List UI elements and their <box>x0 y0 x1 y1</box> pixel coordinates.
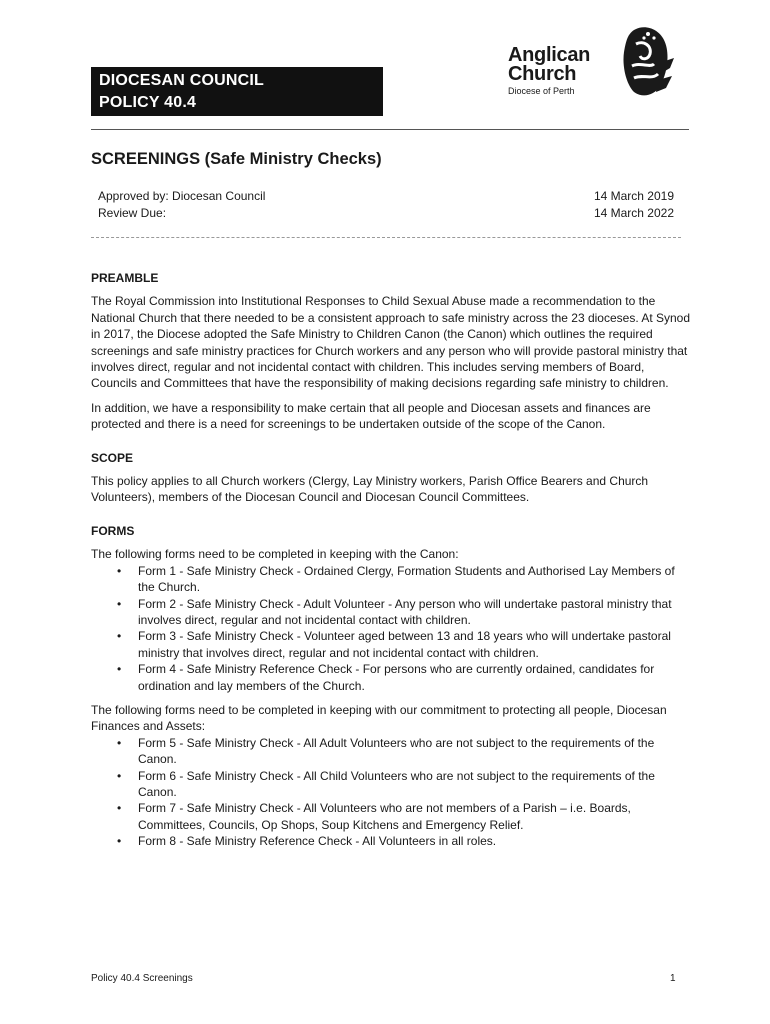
preamble-paragraph-1: The Royal Commission into Institutional Responses to Child Sexual Abuse made a recommendation to the National Church that there needed to be a consistent approach to safe ministry across the 23 dioceses. At Synod in 2017, the Diocese adopted the Safe Ministry to Children Canon (the Canon) which outlines the required screenings and safe ministry practices for Church workers and any person who will provide pastoral ministry that involves direct, regular and not incidental contact with children. This includes serving members of Board, Councils and Committees that have the responsibility of making decisions regarding safe ministry to children. <box>91 294 691 391</box>
anglican-church-logo <box>508 22 684 98</box>
forms-heading: FORMS <box>91 523 135 538</box>
review-due-date: 14 March 2022 <box>593 206 674 220</box>
forms-intro-2: The following forms need to be completed in keeping with our commitment to protecting all people, Diocesan Finances and Assets: <box>91 702 667 734</box>
policy-title-box <box>91 67 383 116</box>
title-line-1: DIOCESAN COUNCIL <box>99 72 264 89</box>
list-item: • Form 4 - Safe Ministry Reference Check - For persons who are currently ordained, candidates for ordination and lay members of the Church. <box>91 661 691 694</box>
logo-line-1: Anglican <box>508 44 591 66</box>
preamble-heading: PREAMBLE <box>91 271 159 285</box>
meta-divider <box>91 237 681 238</box>
logo-line-2: Church <box>508 63 577 85</box>
logo-line-3: Diocese of Perth <box>508 86 575 96</box>
diocese-emblem-icon <box>614 22 676 98</box>
list-item: • Form 5 - Safe Ministry Check - All Adult Volunteers who are not subject to the requirements of the Canon. <box>91 735 691 768</box>
list-item: • Form 2 - Safe Ministry Check - Adult Volunteer - Any person who will undertake pastoral ministry that involves direct, regular and not incidental contact with children. <box>91 596 691 629</box>
list-item: • Form 3 - Safe Ministry Check - Volunteer aged between 13 and 18 years who will undertake pastoral ministry that involves direct, regular and not incidental contact with children. <box>91 628 691 661</box>
list-item: • Form 1 - Safe Ministry Check - Ordained Clergy, Formation Students and Authorised Lay Members of the Church. <box>91 563 691 596</box>
footer-policy-label: Policy 40.4 Screenings <box>91 973 193 984</box>
policy-body <box>91 270 691 858</box>
forms-intro-1: The following forms need to be completed in keeping with the Canon: <box>91 547 459 562</box>
title-line-2: POLICY 40.4 <box>99 94 197 111</box>
list-item: • Form 8 - Safe Ministry Reference Check - All Volunteers in all roles. <box>91 833 691 849</box>
protection-forms-list <box>91 735 691 850</box>
header-divider <box>91 129 689 130</box>
preamble-paragraph-2: In addition, we have a responsibility to make certain that all people and Diocesan assets and finances are protected and there is a need for screenings to be undertaken outside of the scope of the Canon. <box>91 400 651 432</box>
review-due-label: Review Due: <box>98 206 167 220</box>
list-item: • Form 7 - Safe Ministry Check - All Volunteers who are not members of a Parish – i.e. Boards, Committees, Councils, Op Shops, Soup Kitchens and Emergency Relief. <box>91 800 691 833</box>
approval-meta <box>98 188 674 222</box>
approved-date: 14 March 2019 <box>593 189 674 203</box>
page-number: 1 <box>670 973 676 984</box>
scope-heading: SCOPE <box>91 450 134 465</box>
page-heading: SCREENINGS (Safe Ministry Checks) <box>91 150 382 168</box>
list-item: • Form 6 - Safe Ministry Check - All Child Volunteers who are not subject to the requirements of the Canon. <box>91 768 691 801</box>
approved-by-label: Approved by: Diocesan Council <box>98 189 266 203</box>
canon-forms-list <box>91 563 691 694</box>
scope-paragraph: This policy applies to all Church workers (Clergy, Lay Ministry workers, Parish Office Bearers and Church Volunteers), members of the Diocesan Council and Diocesan Council Committees. <box>91 474 649 505</box>
